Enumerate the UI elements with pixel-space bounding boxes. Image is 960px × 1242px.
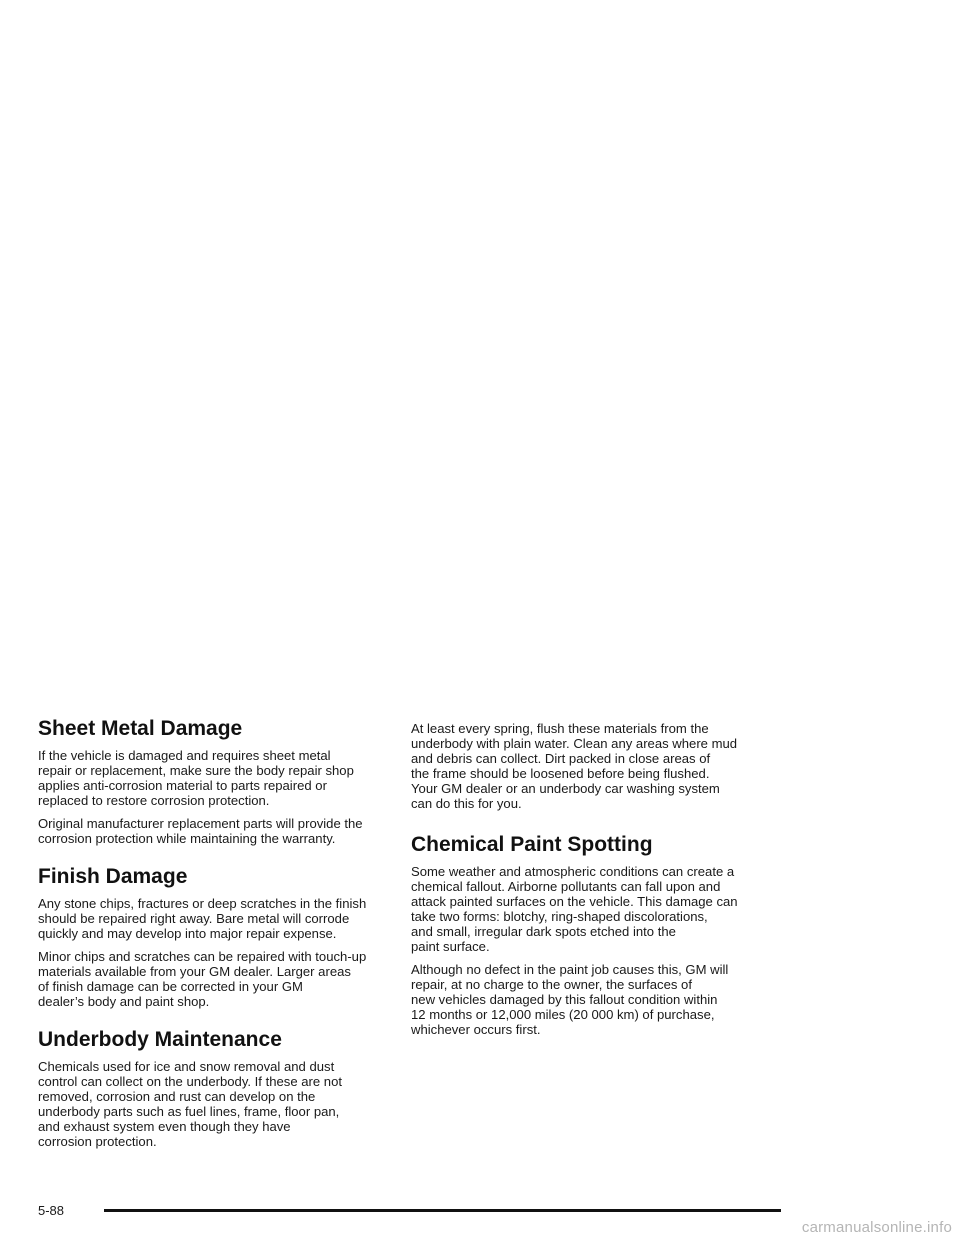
heading-underbody-maintenance: Underbody Maintenance	[38, 1028, 282, 1051]
paragraph-sheet-metal-2: Original manufacturer replacement parts will provide the corrosion protection while maintaining the warranty.	[38, 816, 363, 846]
left-column	[38, 716, 394, 1157]
footer-divider	[104, 1209, 781, 1212]
paragraph-sheet-metal-1: If the vehicle is damaged and requires sheet metal repair or replacement, make sure the body repair shop applies anti-corrosion material to parts repaired or replaced to restore corrosion protection.	[38, 748, 354, 808]
paragraph-chemical-paint-1: Some weather and atmospheric conditions can create a chemical fallout. Airborne pollutants can fall upon and attack painted surfaces on the vehicle. This damage can take two forms: blotchy, ring-shaped discolorations, and small, irregular dark spots etched into the paint surface.	[411, 864, 738, 954]
paragraph-finish-damage-2: Minor chips and scratches can be repaired with touch-up materials available from your GM dealer. Larger areas of finish damage can be corrected in your GM dealer’s body and paint shop.	[38, 949, 367, 1009]
paragraph-finish-damage-1: Any stone chips, fractures or deep scratches in the finish should be repaired right away. Bare metal will corrode quickly and may develop into major repair expense.	[38, 896, 367, 941]
paragraph-chemical-paint-2: Although no defect in the paint job causes this, GM will repair, at no charge to the owner, the surfaces of new vehicles damaged by this fallout condition within 12 months or 12,000 miles (20 000 km) of purchase, whichever occurs first.	[411, 962, 729, 1037]
heading-sheet-metal-damage: Sheet Metal Damage	[38, 717, 243, 740]
page-number: 5-88	[38, 1203, 65, 1218]
paragraph-underbody-continued: At least every spring, flush these materials from the underbody with plain water. Clean any areas where mud and debris can collect. Dirt packed in close areas of the frame should be loosened before being flushed. Your GM dealer or an underbody car washing system can do this for you.	[411, 721, 738, 811]
paragraph-underbody-1: Chemicals used for ice and snow removal and dust control can collect on the underbody. If these are not removed, corrosion and rust can develop on the underbody parts such as fuel lines, frame, floor pan, and exhaust system even though they have corrosion protection.	[38, 1059, 343, 1149]
watermark-text: carmanualsonline.info	[801, 1219, 952, 1236]
heading-chemical-paint-spotting: Chemical Paint Spotting	[411, 833, 653, 856]
right-column	[411, 721, 767, 1045]
heading-finish-damage: Finish Damage	[38, 865, 188, 888]
